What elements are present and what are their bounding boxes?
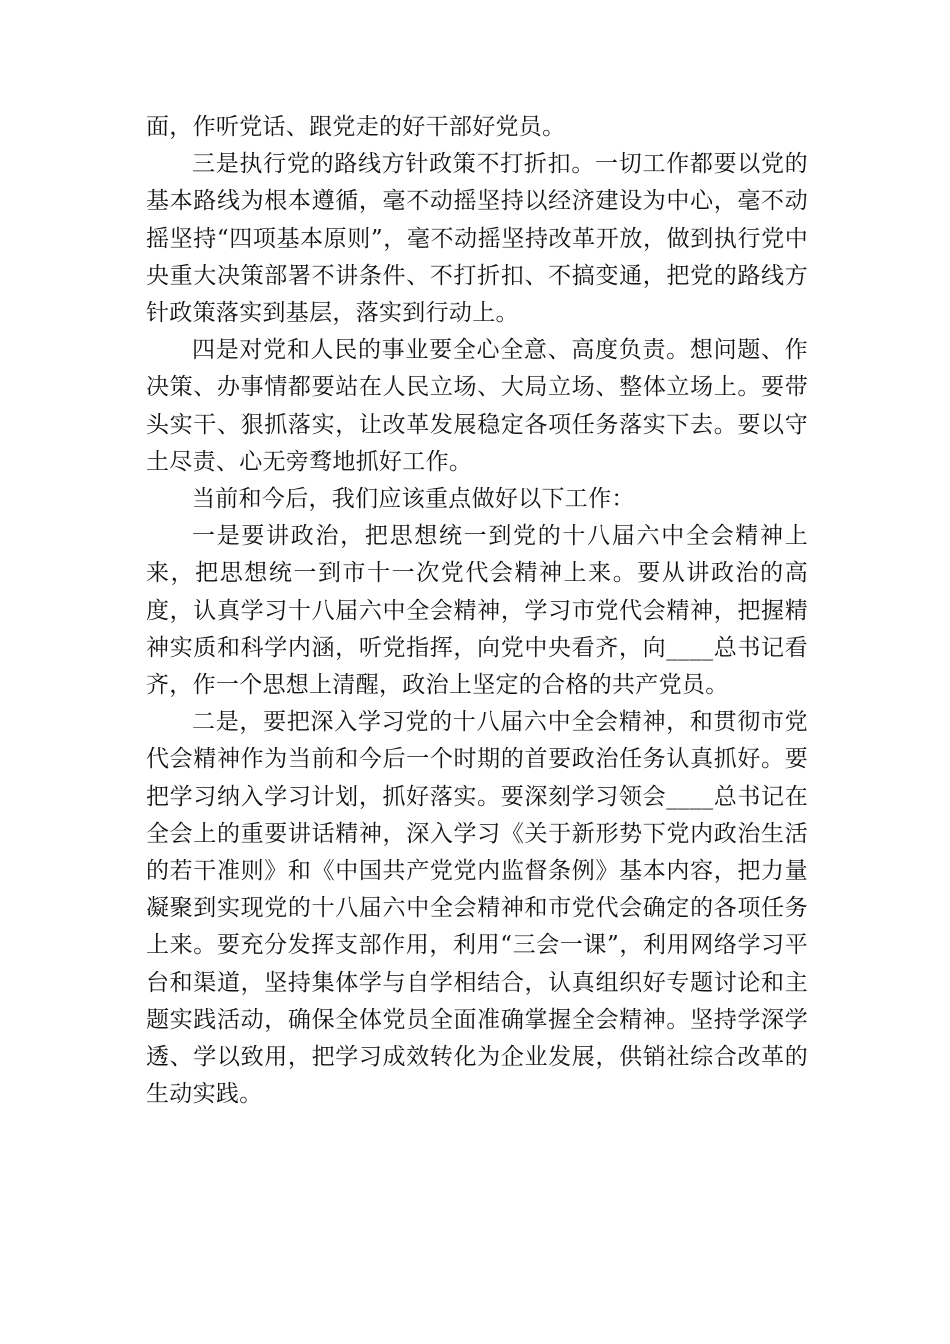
paragraph-1: 面，作听党话、跟党走的好干部好党员。 (146, 114, 566, 140)
paragraph-4: 当前和今后，我们应该重点做好以下工作： (192, 486, 635, 513)
paragraph-5: 一是要讲政治，把思想统一到党的十八届六中全会精神上来，把思想统一到市十一次党代会精神上来。要从讲政治的高度，认真学习十八届六中全会精神，学习市党代会精神，把握精神实质和科学内涵，听党指挥，向党中央看齐，向____总书记看齐，作一个思想上清醒，政治上坚定的合格的共产党员。 (146, 523, 808, 699)
paragraph-6: 二是，要把深入学习党的十八届六中全会精神，和贯彻市党代会精神作为当前和今后一个时期的首要政治任务认真抓好。要把学习纳入学习计划，抓好落实。要深刻学习领会____总书记在全会上的重要讲话精神，深入学习《关于新形势下党内政治生活的若干准则》和《中国共产党党内监督条例》基本内容，把力量凝聚到实现党的十八届六中全会精神和市党代会确定的各项任务上来。要充分发挥支部作用，利用“三会一课”，利用网络学习平台和渠道，坚持集体学与自学相结合，认真组织好专题讨论和主题实践活动，确保全体党员全面准确掌握全会精神。坚持学深学透、学以致用，把学习成效转化为企业发展，供销社综合改革的生动实践。 (146, 709, 808, 1108)
paragraph-2: 三是执行党的路线方针政策不打折扣。一切工作都要以党的基本路线为根本遵循，毫不动摇坚持以经济建设为中心，毫不动摇坚持“四项基本原则”，毫不动摇坚持改革开放，做到执行党中央重大决策部署不讲条件、不打折扣、不搞变通，把党的路线方针政策落实到基层，落实到行动上。 (146, 151, 808, 327)
paragraph-3: 四是对党和人民的事业要全心全意、高度负责。想问题、作决策、办事情都要站在人民立场、大局立场、整体立场上。要带头实干、狠抓落实，让改革发展稳定各项任务落实下去。要以守土尽责、心无旁骛地抓好工作。 (146, 337, 808, 475)
document-body (146, 109, 808, 1113)
